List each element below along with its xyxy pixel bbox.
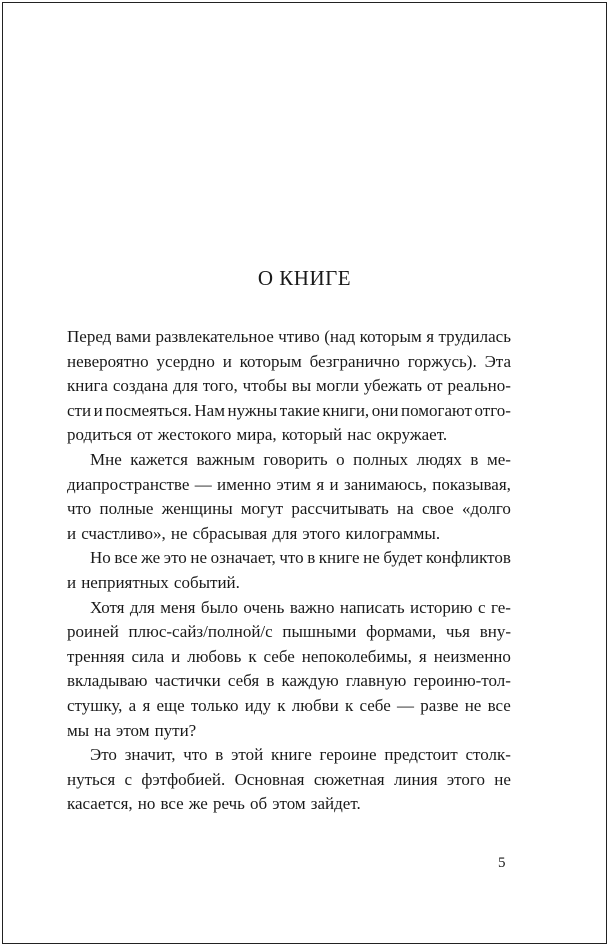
text-line: нуться с фэтфобией. Основная сюжетная линия этого не [67, 769, 511, 789]
paragraph [67, 325, 511, 448]
text-line: диапространстве — именно этим я и занимаюсь, показывая, [67, 474, 511, 494]
chapter-title: О КНИГЕ [257, 266, 352, 290]
paragraph [67, 596, 511, 744]
body-text [67, 325, 511, 817]
text-line: что полные женщины могут рассчитывать на свое «долго [67, 499, 511, 519]
text-line: Хотя для меня было очень важно написать историю с ге- [90, 597, 511, 617]
paragraph [67, 546, 511, 595]
text-line: родиться от жестокого мира, который нас окружает. [67, 425, 448, 445]
text-line: сти и посмеяться. Нам нужны такие книги, они помогают отго- [67, 400, 511, 420]
text-line: Это значит, что в этой книге героине предстоит столк- [90, 745, 511, 765]
text-line: роиней плюс-сайз/полной/с пышными формами, чья вну- [67, 622, 511, 642]
text-line: Мне кажется важным говорить о полных людях в ме- [90, 449, 511, 469]
page-number: 5 [498, 855, 506, 871]
paragraph [67, 743, 511, 817]
text-line: и неприятных событий. [67, 572, 240, 592]
text-line: Но все же это не означает, что в книге не будет конфликтов [90, 548, 511, 568]
text-line: касается, но все же речь об этом зайдет. [67, 794, 361, 814]
text-line: вкладываю частички себя в каждую главную героиню-тол- [67, 671, 511, 691]
text-line: тренняя сила и любовь к себе непоколебимы, я неизменно [67, 646, 511, 666]
text-line: невероятно усердно и которым безгранично горжусь). Эта [67, 351, 511, 371]
text-line: мы на этом пути? [67, 720, 197, 740]
text-line: и счастливо», не сбрасывая для этого килограммы. [67, 523, 441, 543]
text-line: книга создана для того, чтобы вы могли убежать от реально- [67, 376, 511, 396]
text-line: стушку, а я еще только иду к любви к себе — разве не все [67, 695, 511, 715]
text-line: Перед вами развлекательное чтиво (над которым я трудилась [67, 327, 511, 346]
paragraph [67, 448, 511, 546]
book-page [2, 2, 607, 944]
